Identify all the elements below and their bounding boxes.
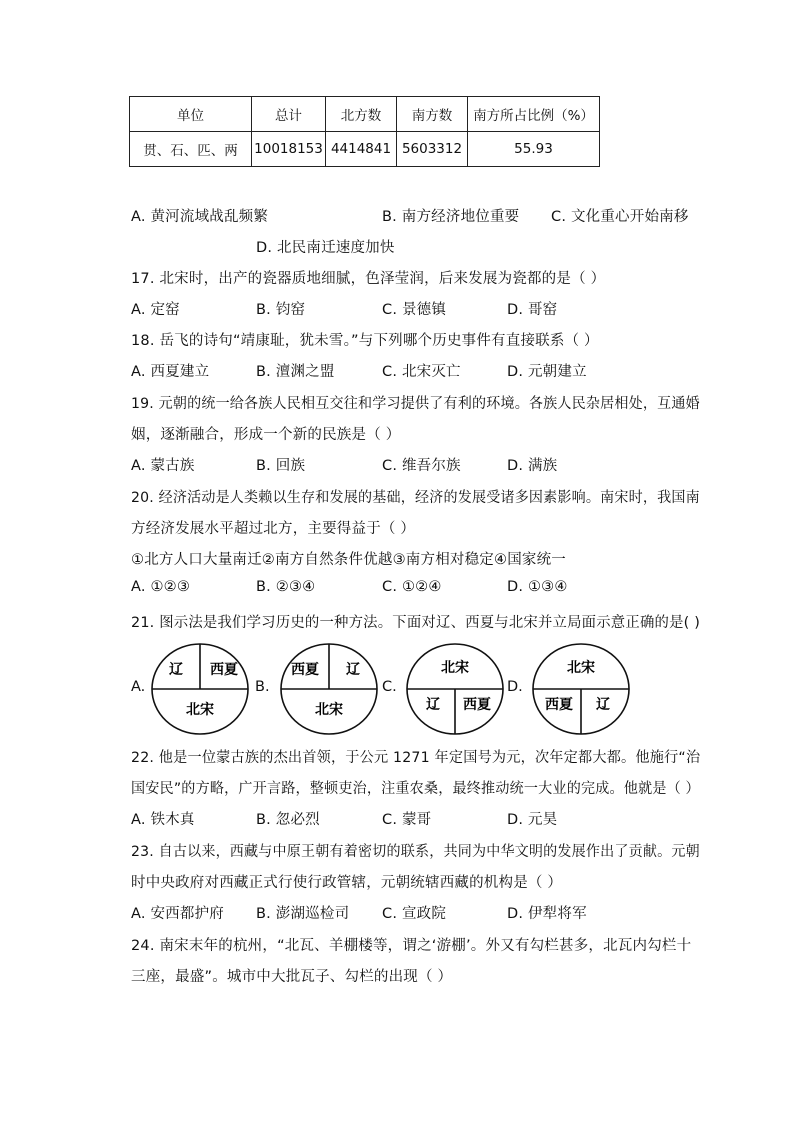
q21-option-b-label: B. [255,679,270,695]
q22-option-d: D. 元昊 [507,812,558,828]
q23-option-b: B. 澎湖巡检司 [256,906,350,922]
q21-stem: 21. 图示法是我们学习历史的一种方法。下面对辽、西夏与北宋并立局面示意正确的是( ) [131,615,701,631]
q22-option-b: B. 忽必烈 [256,812,320,828]
table-header-cell: 单位 [130,97,252,132]
q17-option-b: B. 钧窑 [256,302,306,318]
q18-option-d: D. 元朝建立 [507,364,587,380]
q19-stem-line1: 19. 元朝的统一给各族人民相互交往和学习提供了有利的环境。各族人民杂居相处，互通婚 [131,396,700,412]
beisong-label: 北宋 [315,702,343,718]
q21-diagram-a [150,642,250,736]
beisong-label: 北宋 [567,660,595,676]
table-cell: 贯、石、匹、两 [130,132,252,167]
q24-stem-line1: 24. 南宋末年的杭州，“北瓦、羊棚楼等，谓之‘游棚’。外又有勾栏甚多，北瓦内勾栏十 [131,938,692,954]
q22-option-c: C. 蒙哥 [382,812,432,828]
q19-option-a: A. 蒙古族 [131,458,195,474]
q20-items: ①北方人口大量南迁②南方自然条件优越③南方相对稳定④国家统一 [131,552,566,568]
table-header-cell: 总计 [252,97,326,132]
liao-label: 辽 [426,697,440,713]
q19-option-c: C. 维吾尔族 [382,458,461,474]
q22-option-a: A. 铁木真 [131,812,195,828]
table-header-row [130,97,600,132]
q18-option-b: B. 澶渊之盟 [256,364,335,380]
beisong-label: 北宋 [186,702,214,718]
liao-label: 辽 [346,662,360,678]
table-row [130,132,600,167]
q22-stem-line2: 国安民”的方略，广开言路，整顿吏治，注重农桑，最终推动统一大业的完成。他就是（ ） [131,781,700,797]
xixia-label: 西夏 [545,697,573,713]
liao-label: 辽 [169,662,183,678]
q23-option-d: D. 伊犁将军 [507,906,587,922]
q19-option-b: B. 回族 [256,458,306,474]
q24-stem-line2: 三座，最盛”。城市中大批瓦子、勾栏的出现（ ） [131,969,453,985]
q20-stem-line1: 20. 经济活动是人类赖以生存和发展的基础，经济的发展受诸多因素影响。南宋时，我国南 [131,490,700,506]
xixia-label: 西夏 [210,662,238,678]
table-cell: 5603312 [397,132,468,167]
table-header-cell: 南方所占比例（%） [468,97,600,132]
q20-stem-line2: 方经济发展水平超过北方，主要得益于（ ） [131,521,416,537]
q20-option-a: A. ①②③ [131,579,191,595]
q23-option-c: C. 宣政院 [382,906,447,922]
table-header-cell: 北方数 [326,97,397,132]
q21-diagram-b [279,642,379,736]
q21-diagram-c [405,642,505,736]
table-cell: 4414841 [326,132,397,167]
q17-stem: 17. 北宋时，出产的瓷器质地细腻，色泽莹润，后来发展为瓷都的是（ ） [131,271,606,287]
q20-option-d: D. ①③④ [507,579,568,595]
statistics-table [129,96,600,167]
q22-stem-line1: 22. 他是一位蒙古族的杰出首领，于公元 1271 年定国号为元，次年定都大都。他施行“治 [131,750,701,766]
q21-diagram-d [531,642,631,736]
q20-option-c: C. ①②④ [382,579,442,595]
q21-option-c-label: C. [382,679,397,695]
q21-option-a-label: A. [131,679,146,695]
table-header-cell: 南方数 [397,97,468,132]
q21-option-d-label: D. [507,679,523,695]
q17-option-d: D. 哥窑 [507,302,558,318]
table-cell: 10018153 [252,132,326,167]
liao-label: 辽 [596,697,610,713]
q23-stem-line2: 时中央政府对西藏正式行使行政管辖，元朝统辖西藏的机构是（ ） [131,875,563,891]
q17-option-c: C. 景德镇 [382,302,447,318]
xixia-label: 西夏 [291,662,319,678]
q18-stem: 18. 岳飞的诗句“靖康耻，犹未雪。”与下列哪个历史事件有直接联系（ ） [131,333,599,349]
q16-option-a: A. 黄河流域战乱频繁 [131,209,269,225]
beisong-label: 北宋 [441,660,469,676]
xixia-label: 西夏 [463,697,491,713]
q17-option-a: A. 定窑 [131,302,180,318]
q23-option-a: A. 安西都护府 [131,906,224,922]
q18-option-a: A. 西夏建立 [131,364,210,380]
q19-stem-line2: 姻，逐渐融合，形成一个新的民族是（ ） [131,427,401,443]
q16-option-c: C. 文化重心开始南移 [551,209,689,225]
q18-option-c: C. 北宋灭亡 [382,364,461,380]
q16-option-b: B. 南方经济地位重要 [382,209,520,225]
table-cell: 55.93 [468,132,600,167]
q16-option-d: D. 北民南迁速度加快 [256,240,395,256]
q23-stem-line1: 23. 自古以来，西藏与中原王朝有着密切的联系，共同为中华文明的发展作出了贡献。元朝 [131,844,700,860]
q20-option-b: B. ②③④ [256,579,316,595]
q19-option-d: D. 满族 [507,458,558,474]
